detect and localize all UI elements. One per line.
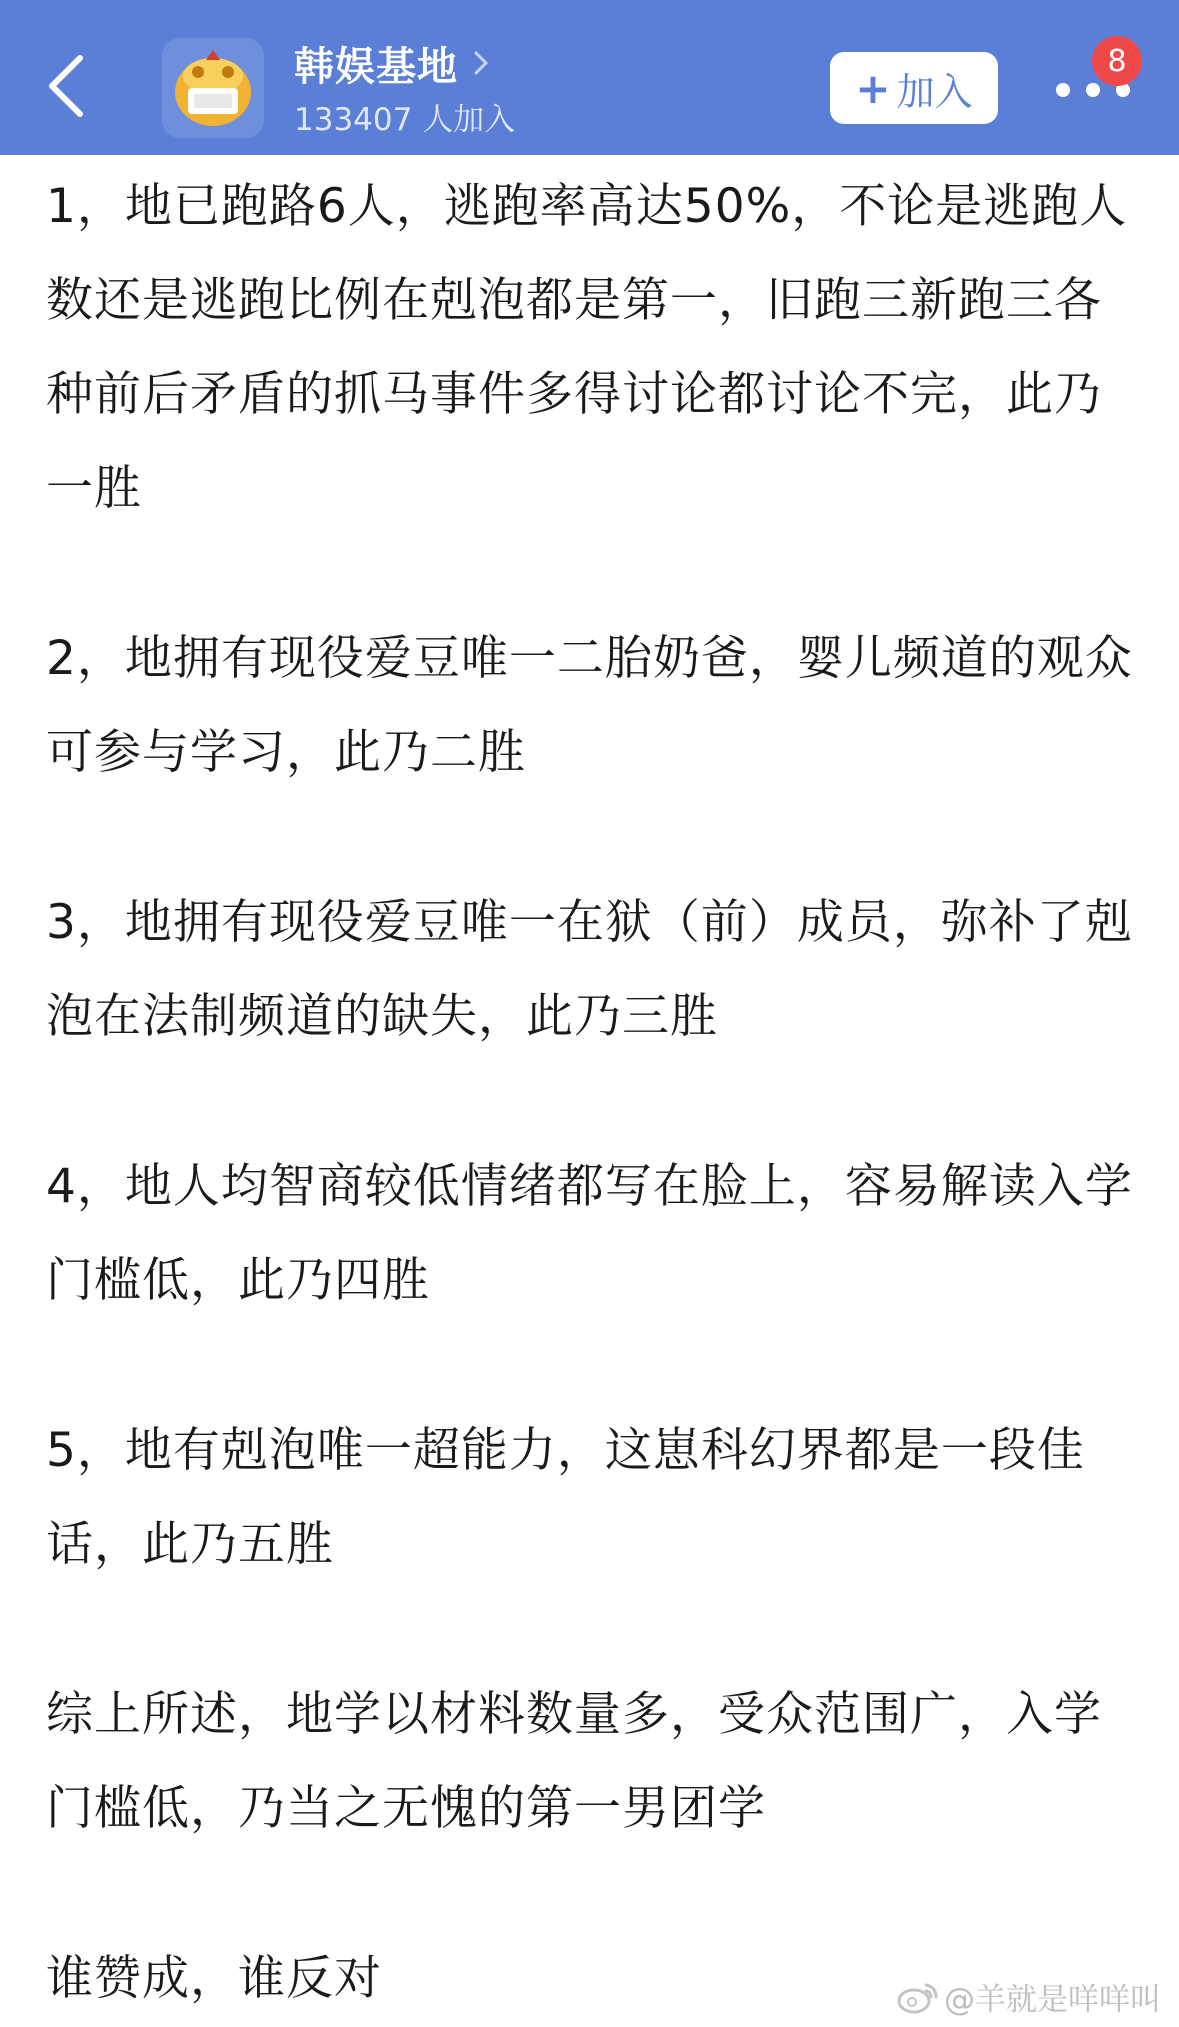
post-paragraph: 3，地拥有现役爱豆唯一在狱（前）成员，弥补了剋泡在法制频道的缺失，此乃三胜 (46, 895, 1133, 1044)
top-bar (0, 0, 1179, 155)
post-paragraph: 谁赞成，谁反对 (46, 1951, 382, 2006)
more-dot (1056, 83, 1070, 97)
member-count: 133407 人加入 (294, 102, 516, 138)
post-paragraph: 2，地拥有现役爱豆唯一二胎奶爸，婴儿频道的观众可参与学习，此乃二胜 (46, 631, 1133, 780)
post-paragraph: 5，地有剋泡唯一超能力，这崽科幻界都是一段佳话，此乃五胜 (46, 1423, 1085, 1572)
back-arrow-icon[interactable] (40, 48, 94, 124)
post-content (46, 160, 1146, 2026)
notification-badge: 8 (1092, 36, 1142, 86)
post-paragraph: 1，地已跑路6人，逃跑率高达50%，不论是逃跑人数还是逃跑比例在剋泡都是第一，旧跑三新跑三各种前后矛盾的抓马事件多得讨论都讨论不完，此乃一胜 (46, 179, 1128, 516)
join-button[interactable] (830, 52, 998, 124)
chevron-right-icon (472, 49, 490, 77)
watermark-text: @羊就是咩咩叫 (944, 1982, 1161, 2018)
join-label: 加入 (896, 69, 973, 114)
more-dot (1086, 83, 1100, 97)
post-paragraph: 综上所述，地学以材料数量多，受众范围广，入学门槛低，乃当之无愧的第一男团学 (46, 1687, 1102, 1836)
group-title: 韩娱基地 (294, 43, 458, 90)
group-title-row[interactable] (294, 36, 490, 90)
weibo-icon (896, 1979, 940, 2015)
weibo-watermark (896, 1974, 1161, 2019)
plus-icon: + (855, 63, 891, 113)
group-avatar[interactable] (162, 38, 264, 138)
post-paragraph: 4，地人均智商较低情绪都写在脸上，容易解读入学门槛低，此乃四胜 (46, 1159, 1133, 1308)
